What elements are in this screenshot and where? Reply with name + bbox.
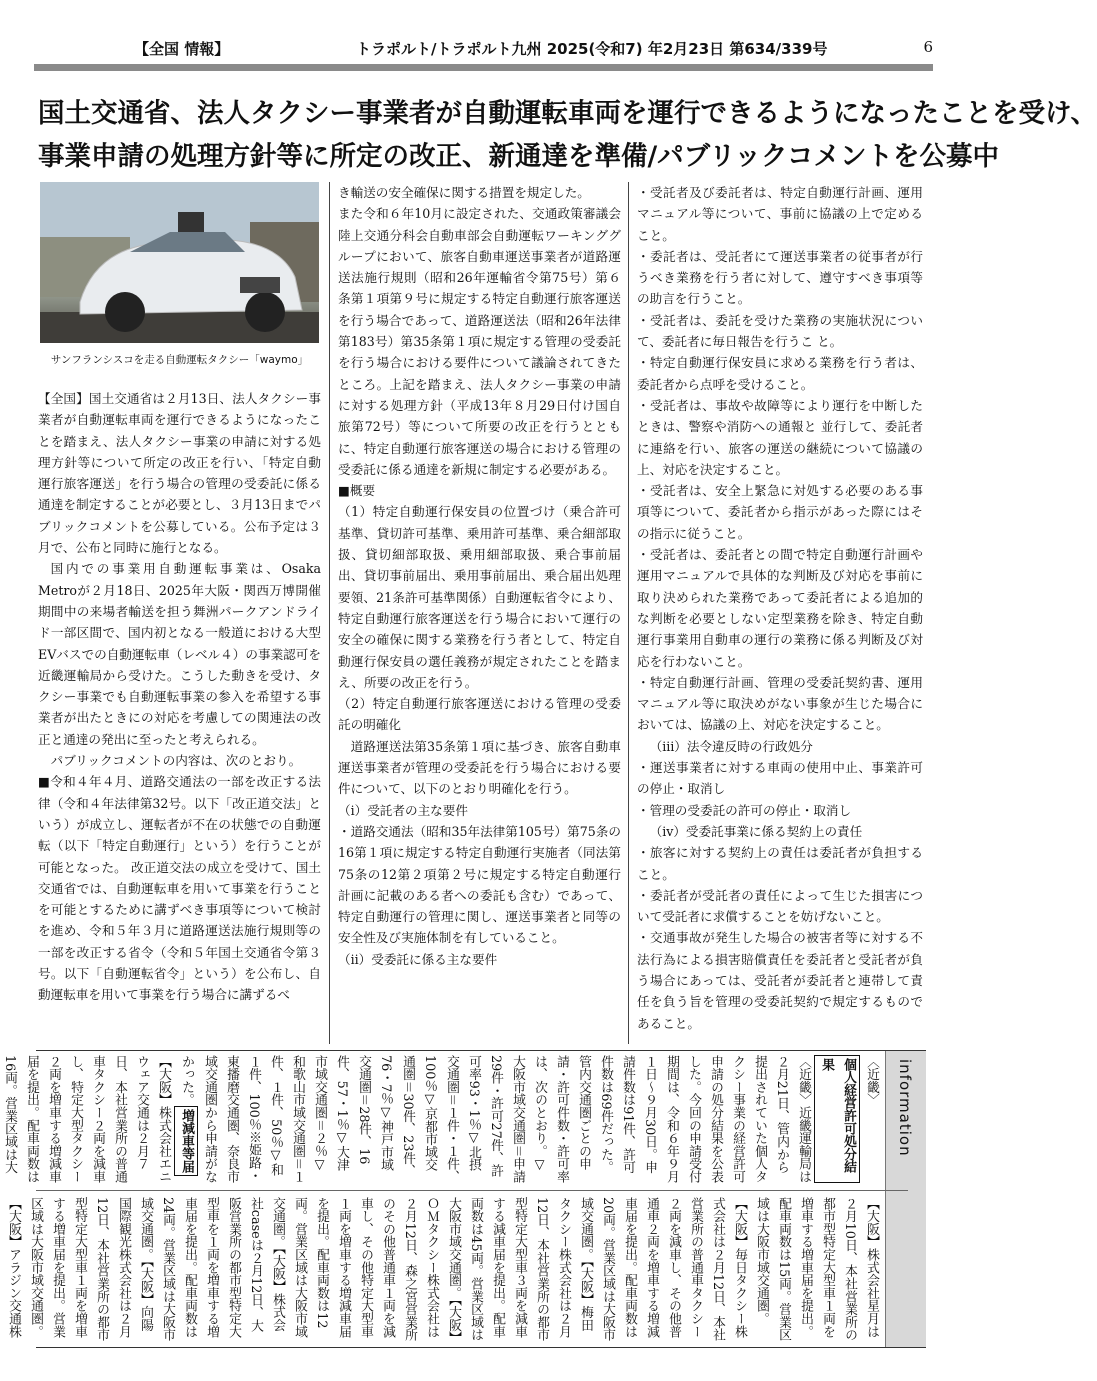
information-divider xyxy=(36,1190,908,1191)
article-photo xyxy=(40,182,319,343)
paragraph: ・交通事故が発生した場合の被害者等に対する不法行為による損害賠償責任を委託者と受託者が負う場合にあっては、受託者が委託者と連帯して責任を負う旨を管理の受委託契約で規定するものであること。 xyxy=(637,930,923,1031)
information-section xyxy=(2,1050,926,1348)
information-upper-block xyxy=(2,1055,882,1183)
article-column-3 xyxy=(637,182,923,1034)
region-label: 〈近畿〉 xyxy=(864,1055,879,1107)
page-number: 6 xyxy=(923,38,933,56)
paragraph: ■概要 xyxy=(338,483,376,499)
information-label: information xyxy=(896,1059,914,1157)
permit-results-heading: 個人経営許可処分結果 xyxy=(814,1055,860,1183)
paragraph: （ⅳ）受委託事業に係る契約上の責任 xyxy=(649,823,863,839)
paragraph: ・受託者は、事故や故障等により運行を中断したときは、警察や消防への通報と 並行して、委託者に連絡を行い、旅客の運送の継続について協議の上、対応を決定すること。 xyxy=(637,397,923,477)
paragraph: （1）特定自動運行保安員の位置づけ（乗合許可基準、貸切許可基準、乗用許可基準、乗合細部取扱、貸切細部取扱、乗用細部取扱、乗合事前届出、貸切事前届出、乗用事前届出、乗合届出処理要領、21条許可基準関係）自動運転省令により、特定自動運行旅客運送を行う場合において運行の安全の確保に関する業務を行う者として、特定自動運行保安員の選任義務が規定されたことを踏まえ、所要の改正を行う。 xyxy=(338,504,621,690)
paragraph: （ⅰ）受託者の主な要件 xyxy=(338,802,468,818)
paragraph: 【全国】国土交通省は２月13日、法人タクシー事業者が自動運転車両を運行できるようになったことを踏まえ、法人タクシー事業の申請に対する処理方針等について所定の改正を行い、「特定自動運行旅客運送」を行う場合の管理の受委託に係る通達を制定することが必要とし、３月13日までパブリックコメントを公募している。公布予定は３月で、公布と同時に施行となる。 xyxy=(38,391,321,556)
paragraph: ・特定自動運行保安員に求める業務を行う者は、委託者から点呼を受けること。 xyxy=(637,355,923,392)
paragraph: （2）特定自動運行旅客運送における管理の受委託の明確化 xyxy=(338,696,621,733)
vehicle-change-heading-box: 増減車等届 xyxy=(174,1106,198,1176)
upper-text-rest: 【大阪】株式会社エニウェア交通は２月７日、本社営業所の普通車タクシー２両を減車し、特定大型タクシー２両を増車する増減車届を提出。配車両数は16両。営業区域は大 xyxy=(2,1055,171,1183)
paragraph: ・管理の受委託の許可の停止・取消し xyxy=(637,802,852,818)
column-divider xyxy=(329,182,330,1044)
paragraph: ・受託者及び委託者は、特定自動運行計画、運用マニュアル等について、事前に協議の上で定めること。 xyxy=(637,185,923,243)
paragraph: ・道路交通法（昭和35年法律第105号）第75条の16第１項に規定する特定自動運行実施者（同法第75条の12第２項第２号に規定する特定自動運行計画に記載のある者への委託も含む）であって、特定自動運行の管理に関し、運送事業者と同等の安全性及び実施体制を有していること。 xyxy=(338,823,621,946)
information-lower-block xyxy=(6,1197,882,1343)
lower-text: 【大阪】株式会社星月は２月10日、本社営業所の都市型特定大型車１両を増車する増車届を提出。配車両数は15両。営業区域は大阪市域交通圏。【大阪】毎日タクシー株式会社は２月12日、本社営業所の普通車タクシー２両を減車し、その他普通車２両を増車する増減車届を提出。配車両数は20両。営業区域は大阪市域交通圏。【大阪】梅田タクシー株式会社は２月12日、本社営業所の都市型特定大型車３両を減車する減車届を提出。配車両数は45両。営業区域は大阪市域交通圏。【大阪】ＯＭタクシー株式会社は２月12日、森之宮営業所のその他普通車１両を減車し、その他特定大型車１両を増車する増減車届を提出。配車両数は12両。営業区域は大阪市域交通圏。【大阪】株式会社caseは２月12日、大阪営業所の都市型特定大型車を１両を増車する増車届を提出。配車両数は24両。営業区域は大阪市域交通圏。【大阪】向陽国際観光株式会社は２月12日、本社営業所の都市型特定大型車１両を増車する増車届を提出。営業区域は大阪市域交通圏。【大阪】アラジン交通株 xyxy=(6,1197,879,1342)
paragraph: ・委託者が受託者の責任によって生じた損害について受託者に求償することを妨げないこと。 xyxy=(637,887,923,925)
paragraph: ・受託者は、安全上緊急に対処する必要のある事項等について、委託者から指示があった際にはその指示に従うこと。 xyxy=(637,483,923,541)
paragraph: ・運送事業者に対する車両の使用中止、事業許可の停止・取消し xyxy=(637,760,923,797)
paragraph: ・特定自動運行計画、管理の受委託契約書、運用マニュアル等に取決めがない事象が生じた場合においては、協議の上、対応を決定すること。 xyxy=(637,674,923,733)
paragraph: ・受託者は、委託を受けた業務の実施状況について、委託者に毎日報告を行うこ と。 xyxy=(637,312,923,350)
upper-text: 〈近畿〉近畿運輸局は２月21日、管内から提出されていた個人タクシー事業の経営許可申請の処分結果を公表した。今回の申請受付期間は、令和６年９月１日〜９月30日。申請件数は91件、許可件数は69件だった。管内交通圏ごとの申請・許可件数・許可率は、次のとおり。▽大阪市域交通圏＝申請29件・許可27件、許可率93・1％▽北摂交通圏＝１件・１件、100％▽京都市域交通圏＝30件、23件、76・7％▽神戸市域交通圏＝28件、16件、57・1％▽大津市域交通圏＝２％▽和歌山市域交通圏＝１件、１件、50％▽和１件、100％※姫路・東播磨交通圏、奈良市域交通圏から申請がなかった。 xyxy=(179,1055,811,1183)
headline-line-1: 国土交通省、法人タクシー事業者が自動運転車両を運行できるようになったことを受け、 xyxy=(38,98,1097,129)
paragraph: また令和６年10月に設定された、交通政策審議会陸上交通分科会自動車部会自動運転ワーキンググループにおいて、旅客自動車運送事業者が道路運送法施行規則（昭和26年運輸省令第75号）第６条第１項第９号に規定する特定自動運行旅客運送を行う場合であって、道路運送法（昭和26年法律第183号）第35条第１項に規定する管理の受委託を行う場合における要件について議論されてきたところ。上記を踏まえ、法人タクシー事業の申請に対する処理方針（平成13年８月29日付け国自旅第72号）等について所要の改正を行うとともに、特定自動運行旅客運送の場合における管理の受委託に係る通達を新規に制定する必要がある。 xyxy=(338,206,621,477)
headline xyxy=(38,92,1097,178)
paragraph: ・受託者は、委託者との間で特定自動運行計画や運用マニュアルで具体的な判断及び対応を事前に取り決められた業務であって委託者による追加的な判断を必要としない定型業務を除き、特定自動運行事業用自動車の運行の業務に係る判断及び対応を行わないこと。 xyxy=(637,547,923,669)
article-column-1 xyxy=(38,388,321,1006)
header-rule xyxy=(34,64,933,71)
paragraph: パブリックコメントの内容は、次のとおり。 xyxy=(50,753,302,769)
paragraph: き輸送の安全確保に関する措置を規定した。 xyxy=(338,185,590,200)
car-photo-illustration xyxy=(40,182,319,343)
headline-line-2: 事業申請の処理方針等に所定の改正、新通達を準備/パブリックコメントを公募中 xyxy=(38,141,1000,172)
page-header xyxy=(34,34,933,62)
paragraph: ・委託者は、受託者にて運送事業者の従事者が行うべき業務を行う者に対して、遵守すべき事項等の助言を行うこと。 xyxy=(637,248,923,307)
paragraph: 国内での事業用自動運転事業は、Osaka Metroが２月18日、2025年大阪・関西万博開催期間中の来場者輸送を担う舞洲パークアンドライド一部区間で、国内初となる一般道における大型EVバスでの自動運転車（レベル４）の事業認可を近畿運輸局から受けた。こうした動きを受け、タクシー事業でも自動運転事業の参入を希望する事業者が出たときにの対応を考慮しての関連法の改正と通達の発出に至ったと考えられる。 xyxy=(38,561,321,747)
paragraph: （ⅱ）受委託に係る主な要件 xyxy=(338,951,498,967)
information-sidebar xyxy=(885,1051,926,1347)
column-divider xyxy=(628,182,629,1044)
paragraph: （ⅲ）法令違反時の行政処分 xyxy=(649,738,813,754)
publication-info: トラポルト/トラポルト九州 2025(令和7) 年2月23日 第634/339号 xyxy=(356,40,828,58)
paragraph: ■令和４年４月、道路交通法の一部を改正する法律（令和４年法律第32号。以下「改正道交法」という）が成立し、運転者が不在の状態での自動運転（以下「特定自動運行」という）を行うことが可能となった。 改正道交法の成立を受けて、国土交通省では、自動運転車を用いて事業を行うことを可能とするために講ずべき事項等について検討を進め、令和５年３月に道路運送法施行規則等の一部を改正する省令（令和５年国土交通省令第３号。以下「自動運転省令」という）を公布し、自動運転車を用いて事業を行う場合に講ずるべ xyxy=(38,774,321,1003)
paragraph: 道路運送法第35条第１項に基づき、旅客自動車運送事業者が管理の受委託を行う場合における要件について、以下のとおり明確化を行う。 xyxy=(338,738,621,797)
article-column-2 xyxy=(338,182,621,970)
photo-caption: サンフランシスコを走る自動運転タクシー「waymo」 xyxy=(50,354,309,366)
section-label: 【全国 情報】 xyxy=(134,40,230,58)
paragraph: ・旅客に対する契約上の責任は委託者が負担すること。 xyxy=(637,845,923,882)
